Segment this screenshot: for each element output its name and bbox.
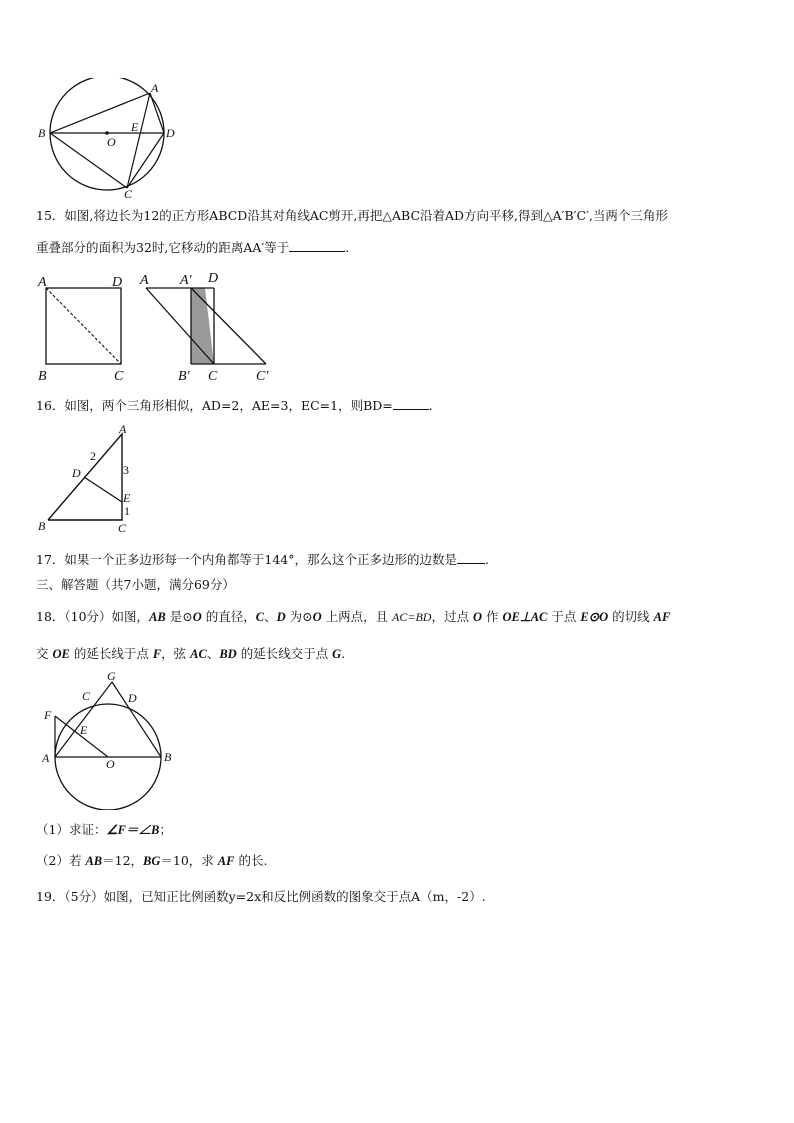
q18-part1 xyxy=(36,822,172,838)
q15-line2-text: 重叠部分的面积为32时,它移动的距离AA′等于 xyxy=(36,240,290,255)
q18-text: . xyxy=(341,646,346,661)
math-angle-F-equals-B: ∠F＝∠B xyxy=(106,823,160,837)
label-1: 1 xyxy=(124,504,130,518)
label-B: B xyxy=(38,126,46,140)
label-C: C xyxy=(208,369,218,384)
q18-text: 的切线 xyxy=(608,609,654,624)
math-F: F xyxy=(152,647,162,661)
arc-equality: AC=BD xyxy=(392,610,432,624)
q18-text: 上两点，且 xyxy=(321,609,393,624)
label-B-prime: B′ xyxy=(178,369,190,384)
label-B: B xyxy=(164,750,172,764)
q16-text: 16．如图，两个三角形相似，AD=2，AE=3，EC=1，则BD= xyxy=(36,398,393,413)
math-AF: AF xyxy=(217,854,235,868)
math-OE: OE xyxy=(52,647,70,661)
label-A: A xyxy=(38,275,47,290)
q18-line2 xyxy=(36,646,345,662)
label-B: B xyxy=(38,369,47,384)
q18-text: ＝12， xyxy=(102,853,144,868)
q18-part2 xyxy=(36,853,267,869)
q18-text: 的长. xyxy=(234,853,268,868)
q18-text: （2）若 xyxy=(36,853,86,868)
label-3: 3 xyxy=(123,463,129,477)
q18-text: ； xyxy=(159,822,172,837)
q17-line xyxy=(36,551,489,568)
label-C-prime: C′ xyxy=(256,369,269,384)
q15-end: . xyxy=(345,240,350,255)
q16-line xyxy=(36,397,433,414)
label-O: O xyxy=(106,757,115,771)
figure-circle-q18 xyxy=(36,668,186,810)
label-D: D xyxy=(72,466,81,480)
q18-text: 为⊙ xyxy=(285,609,313,624)
q18-text: ＝10，求 xyxy=(160,853,218,868)
label-F: F xyxy=(44,708,52,722)
math-OE-perp-AC: OE⊥AC xyxy=(502,610,548,624)
label-2: 2 xyxy=(90,449,96,463)
label-O: O xyxy=(107,135,116,149)
q17-end: . xyxy=(485,552,490,567)
section-heading: 三、解答题（共7小题，满分69分） xyxy=(36,577,235,592)
label-C: C xyxy=(114,369,124,384)
q18-text: 、 xyxy=(206,646,220,661)
math-O: O xyxy=(192,610,202,624)
q18-text: 的延长线于点 xyxy=(69,646,153,661)
figure-translated-triangles-q15 xyxy=(138,266,278,384)
q15-line1: 15．如图,将边长为12的正方形ABCD沿其对角线AC剪开,再把△ABC沿着AD方向平移,得到△A′B′C′,当两个三角形 xyxy=(36,208,668,223)
q18-text: （1）求证： xyxy=(36,822,107,837)
math-E-circle-O: E⊙O xyxy=(580,610,609,624)
label-E: E xyxy=(80,723,88,737)
label-B: B xyxy=(38,519,46,533)
math-BD: BD xyxy=(219,647,237,661)
q18-text: 的直径， xyxy=(201,609,256,624)
q18-text: ，过点 xyxy=(431,609,473,624)
label-D: D xyxy=(112,275,123,290)
q16-end: . xyxy=(428,398,433,413)
label-A: A xyxy=(140,273,149,288)
label-A: A xyxy=(119,422,127,436)
answer-blank-q16 xyxy=(393,397,429,410)
q18-text: 于点 xyxy=(547,609,581,624)
label-C: C xyxy=(124,187,133,198)
label-D: D xyxy=(208,271,219,286)
label-E: E xyxy=(131,120,139,134)
q18-text: 、 xyxy=(264,609,277,624)
math-G: G xyxy=(332,647,342,661)
q18-text: 交 xyxy=(36,646,53,661)
q18-text: 是⊙ xyxy=(165,609,193,624)
math-AC: AC xyxy=(190,647,207,661)
answer-blank-q17 xyxy=(457,551,485,564)
label-C: C xyxy=(82,689,91,703)
q15-line2 xyxy=(36,239,349,256)
math-AB: AB xyxy=(85,854,103,868)
q18-text: ，弦 xyxy=(161,646,191,661)
math-O: O xyxy=(312,610,322,624)
q18-text: 作 xyxy=(482,609,503,624)
q17-text: 17．如果一个正多边形每一个内角都等于144°，那么这个正多边形的边数是 xyxy=(36,552,458,567)
label-E: E xyxy=(123,491,131,505)
q18-text: 的延长线交于点 xyxy=(236,646,333,661)
figure-square-q15 xyxy=(36,268,136,384)
math-C: C xyxy=(255,610,265,624)
q19-line: 19．（5分）如图，已知正比例函数y=2x和反比例函数的图象交于点A（m，-2）. xyxy=(36,889,486,904)
figure-similar-triangles-q16 xyxy=(34,420,138,538)
label-A: A xyxy=(42,751,50,765)
label-G: G xyxy=(107,669,116,683)
math-D: D xyxy=(276,610,286,624)
q18-text: 18．（10分）如图， xyxy=(36,609,150,624)
label-A-prime: A′ xyxy=(180,273,192,288)
label-C: C xyxy=(118,521,127,535)
math-AB: AB xyxy=(149,610,166,624)
math-BG: BG xyxy=(143,854,161,868)
label-D: D xyxy=(166,126,175,140)
figure-circle-q14 xyxy=(34,78,184,198)
label-A: A xyxy=(151,81,159,95)
q18-line1 xyxy=(36,609,670,625)
math-O: O xyxy=(472,610,482,624)
label-D: D xyxy=(128,691,137,705)
answer-blank-q15 xyxy=(289,239,345,252)
math-AF: AF xyxy=(653,610,671,624)
